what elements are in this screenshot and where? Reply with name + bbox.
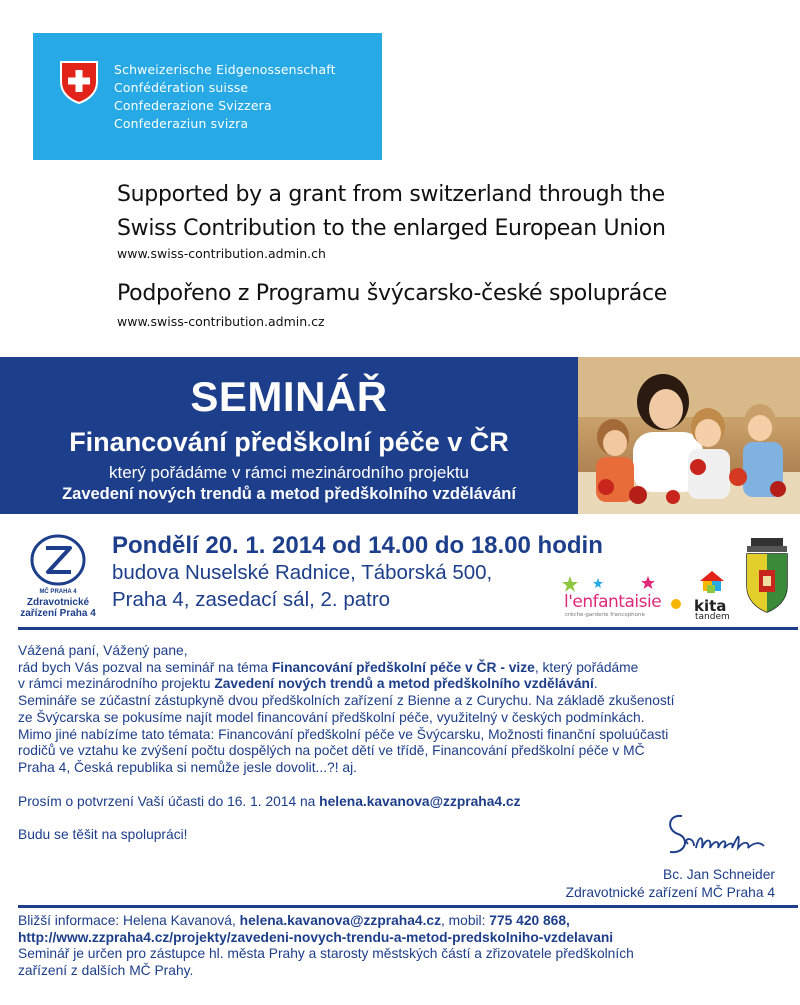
footer-url-line	[18, 930, 793, 947]
letter-confirm-email[interactable]: helena.kavanova@zzpraha4.cz	[319, 793, 521, 809]
zz-logo-small: MČ PRAHA 4	[39, 589, 77, 595]
letter-line-2	[18, 676, 793, 693]
letter-confirm-text: Prosím o potvrzení Vaší účasti do 16. 1. 2014 na	[18, 793, 320, 809]
support-line-2: Swiss Contribution to the enlarged European Union	[117, 216, 666, 241]
letter-line-2a: v rámci mezinárodního projektu	[18, 676, 215, 692]
footer-phone: 775 420 868,	[489, 913, 570, 928]
children-photo-illustration	[578, 357, 800, 514]
kita-tandem-logo	[692, 569, 737, 624]
footer-email[interactable]: helena.kavanova@zzpraha4.cz	[239, 913, 441, 928]
event-details	[0, 514, 800, 626]
swiss-line-de: Schweizerische Eidgenossenschaft	[114, 62, 336, 77]
letter-line-5: Mimo jiné nabízíme tato témata: Financování předškolní péče ve Švýcarsku, Možnosti finanční spoluúčasti	[18, 726, 669, 742]
handwritten-signature	[660, 808, 770, 863]
signer-block	[566, 866, 775, 902]
footer-line-1	[18, 913, 793, 930]
kita-text: kita	[694, 597, 727, 615]
event-place-2: Praha 4, zasedací sál, 2. patro	[112, 588, 391, 611]
swiss-line-fr: Confédération suisse	[114, 80, 249, 95]
children-photo	[578, 357, 800, 514]
divider-bottom	[18, 905, 798, 908]
lenfantaisie-text: l'enfantaisie	[564, 592, 662, 612]
support-line-cz: Podpořeno z Programu švýcarsko-české spolupráce	[117, 281, 668, 306]
support-url-ch[interactable]: www.swiss-contribution.admin.ch	[117, 246, 326, 261]
footer-mobile-label: , mobil:	[440, 913, 490, 928]
footer-note-1: Seminář je určen pro zástupce hl. města Prahy a starosty městských částí a zřizovatele předškolních	[18, 946, 634, 961]
letter-line-3: Semináře se zúčastní zástupkyně dvou předškolních zařízení z Bienne a z Curychu. Na základě zkušeností	[18, 693, 675, 709]
lenfantaisie-logo	[560, 574, 685, 624]
divider-top	[18, 627, 798, 630]
letter-line-1	[18, 660, 793, 677]
swiss-names	[114, 61, 336, 133]
footer-info	[18, 913, 793, 979]
footer-url[interactable]: http://www.zzpraha4.cz/projekty/zavedeni-novych-trendu-a-metod-predskolniho-vzdelavani	[18, 929, 614, 945]
zz-logo-caption-2: zařízení Praha 4	[20, 608, 96, 619]
swiss-shield-icon	[59, 60, 99, 104]
letter-line-6: rodičů ve vztahu ke zvýšení počtu dospělých na počet dětí ve třídě, Financování předškolní péče v MČ	[18, 743, 645, 759]
support-line-1: Supported by a grant from switzerland through the	[117, 182, 665, 207]
letter-closing: Budu se těšit na spolupráci!	[18, 827, 188, 843]
swiss-confederation-logo	[33, 33, 382, 160]
z-logo-icon	[28, 534, 88, 590]
letter-project: Zavedení nových trendů a metod předškolního vzdělávání	[214, 676, 594, 692]
banner-subtitle: Financování předškolní péče v ČR	[69, 427, 509, 457]
swiss-line-it: Confederazione Svizzera	[114, 98, 272, 113]
letter-greeting: Vážená paní, Vážený pane,	[18, 643, 188, 658]
letter-line-2c: .	[593, 676, 598, 692]
signer-name: Bc. Jan Schneider	[663, 867, 775, 882]
praha4-crest-icon	[743, 536, 791, 616]
support-url-cz[interactable]: www.swiss-contribution.admin.cz	[117, 314, 325, 329]
zz-logo-caption-1: Zdravotnické	[26, 597, 90, 608]
seminar-banner	[0, 357, 800, 514]
signer-org: Zdravotnické zařízení MČ Praha 4	[565, 885, 775, 900]
letter-line-4: ze Švýcarska se pokusíme najít model financování předškolní péče, využitelný v českých podmínkách.	[18, 709, 645, 725]
kita-house-icon	[692, 569, 732, 597]
letter-line-7: Praha 4, Česká republika si nemůže jesle dovolit...?! aj.	[18, 759, 357, 775]
banner-text	[0, 357, 578, 514]
event-date: Pondělí 20. 1. 2014 od 14.00 do 18.00 hodin	[112, 532, 603, 559]
banner-project-intro: který pořádáme v rámci mezinárodního projektu	[109, 463, 469, 482]
sun-icon	[668, 596, 684, 612]
tandem-text: tandem	[695, 612, 730, 622]
swiss-line-rm: Confederaziun svizra	[114, 116, 249, 131]
letter-line-1c: , který pořádáme	[534, 659, 639, 675]
event-place-1: budova Nuselské Radnice, Táborská 500,	[112, 561, 493, 584]
footer-info-label: Bližší informace: Helena Kavanová,	[18, 913, 240, 928]
letter-topic: Financování předškolní péče v ČR - vize	[271, 659, 535, 675]
footer-note-2: zařízení z dalších MČ Prahy.	[18, 962, 194, 978]
lenfantaisie-sub: crèche-garderie francophone	[565, 612, 645, 618]
banner-title: SEMINÁŘ	[190, 373, 388, 420]
support-statement	[117, 178, 797, 262]
zz-praha4-logo	[18, 534, 98, 624]
banner-project-name: Zavedení nových trendů a metod předškolního vzdělávání	[62, 485, 516, 503]
letter-line-1a: rád bych Vás pozval na seminář na téma	[18, 659, 272, 675]
